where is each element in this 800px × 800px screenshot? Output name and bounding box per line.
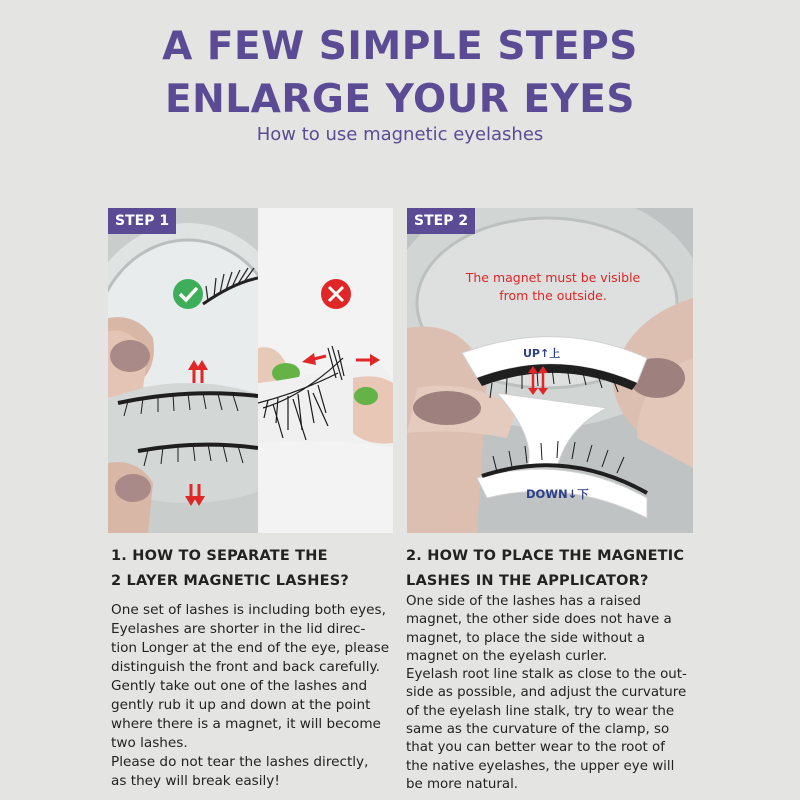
down-label: DOWN↓下 xyxy=(526,487,589,501)
magnet-warning-line-2: from the outside. xyxy=(499,288,607,303)
step1-line: Please do not tear the lashes directly, xyxy=(111,754,369,770)
up-label: UP↑上 xyxy=(523,347,561,360)
page-title-line-1: A FEW SIMPLE STEPS xyxy=(162,24,638,69)
step1-line: distinguish the front and back carefully. xyxy=(111,659,380,675)
step1-line: Gently take out one of the lashes and xyxy=(111,678,368,694)
step1-correct-photo xyxy=(108,208,258,533)
step2-line: same as the curvature of the clamp, so xyxy=(406,722,670,738)
step2-heading-line-2: LASHES IN THE APPLICATOR? xyxy=(406,573,649,589)
step2-line: magnet, the other side does not have a xyxy=(406,612,672,628)
step2-line: side as possible, and adjust the curvature xyxy=(406,685,687,701)
step1-heading-line-1: 1. HOW TO SEPARATE THE xyxy=(111,548,328,564)
step1-line: two lashes. xyxy=(111,735,188,751)
page-title-line-2: ENLARGE YOUR EYES xyxy=(165,77,635,122)
step2-line: Eyelash root line stalk as close to the out- xyxy=(406,667,687,683)
check-circle-icon xyxy=(173,279,203,309)
x-circle-icon xyxy=(321,279,351,309)
step2-heading-line-1: 2. HOW TO PLACE THE MAGNETIC xyxy=(406,548,685,564)
step2-line: magnet, to place the side without a xyxy=(406,630,645,646)
step1-line: gently rub it up and down at the point xyxy=(111,697,371,713)
step1-line: Eyelashes are shorter in the lid direc- xyxy=(111,621,366,637)
step2-line: of the eyelash line stalk, try to wear the xyxy=(406,703,675,719)
step2-badge: STEP 2 xyxy=(407,208,475,234)
step1-line: One set of lashes is including both eyes, xyxy=(111,602,386,618)
page-subtitle: How to use magnetic eyelashes xyxy=(256,124,544,145)
step1-line: where there is a magnet, it will become xyxy=(111,716,381,732)
step2-applicator-photo xyxy=(407,208,693,533)
step1-instructions xyxy=(111,601,389,791)
step2-instructions xyxy=(406,593,687,794)
step1-line: as they will break easily! xyxy=(111,773,280,789)
step1-wrong-photo xyxy=(258,208,393,533)
step2-line: One side of the lashes has a raised xyxy=(406,594,642,609)
step2-line: magnet on the eyelash curler. xyxy=(406,648,608,664)
step2-line: the native eyelashes, the upper eye will xyxy=(406,758,675,774)
step1-badge: STEP 1 xyxy=(108,208,176,234)
step2-line: be more natural. xyxy=(406,776,519,792)
magnet-warning-line-1: The magnet must be visible xyxy=(465,270,641,285)
step1-line: tion Longer at the end of the eye, please xyxy=(111,640,390,656)
step2-line: that you can better wear to the root of xyxy=(406,740,665,756)
step1-heading-line-2: 2 LAYER MAGNETIC LASHES? xyxy=(111,573,349,589)
